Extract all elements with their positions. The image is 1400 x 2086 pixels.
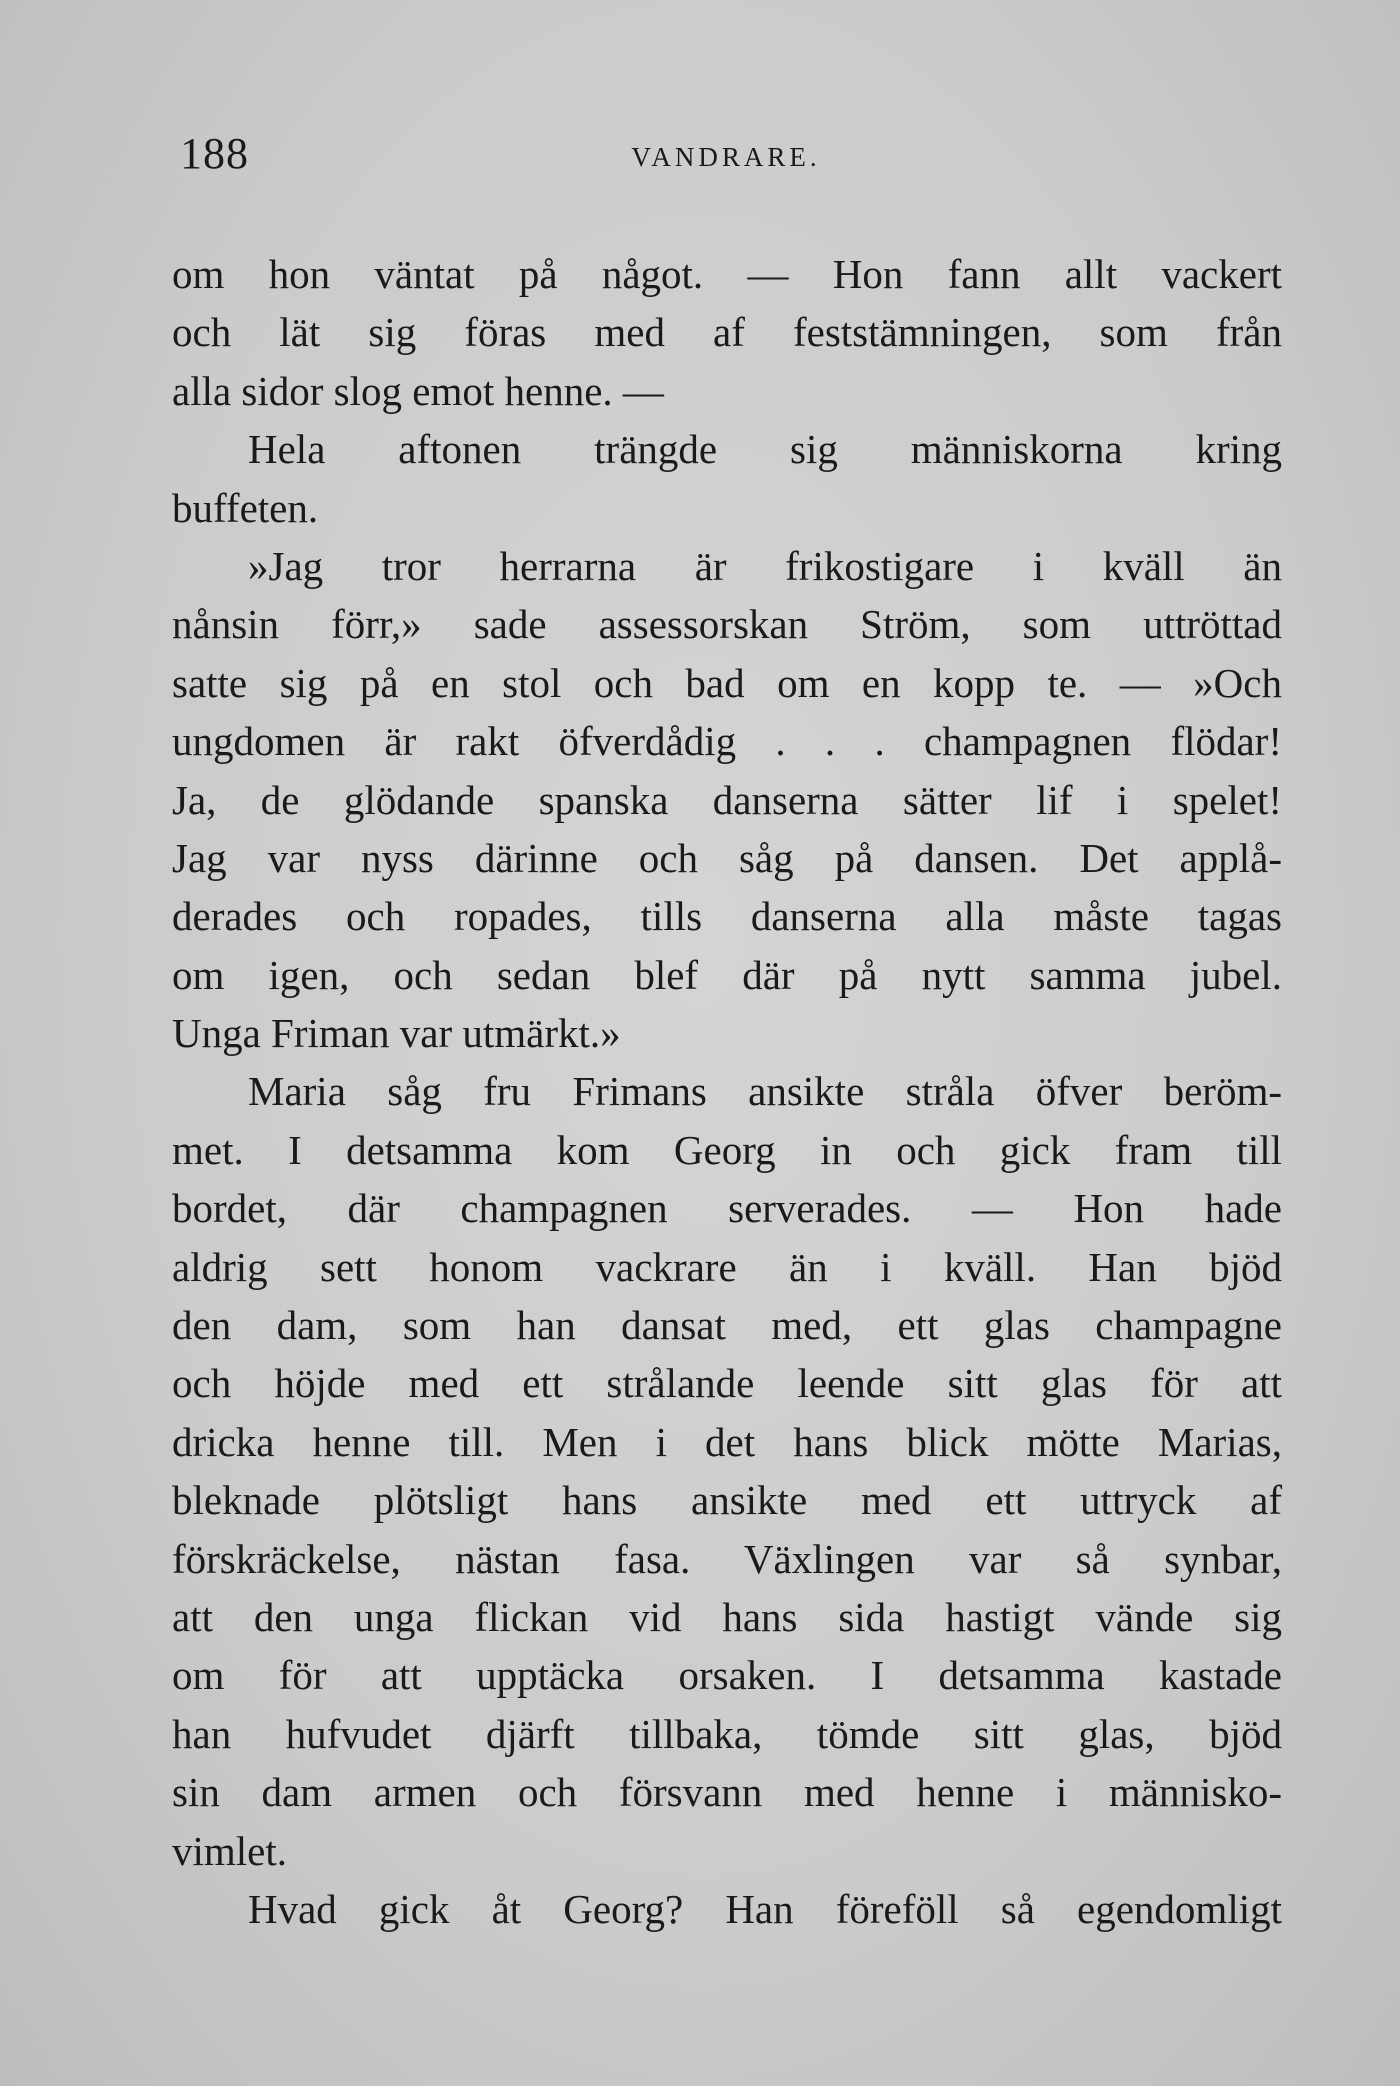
text-line: sin dam armen och försvann med henne i människo-	[172, 1769, 1282, 1816]
text-line: om igen, och sedan blef där på nytt samma jubel.	[172, 951, 1282, 998]
text-line: förskräckelse, nästan fasa. Växlingen var så synbar,	[172, 1535, 1282, 1582]
running-head: VANDRARE.	[631, 142, 821, 172]
text-line: buffeten.	[172, 484, 319, 531]
text-line: aldrig sett honom vackrare än i kväll. Han bjöd	[172, 1243, 1282, 1290]
page-header	[168, 128, 1284, 188]
text-line: att den unga flickan vid hans sida hastigt vände sig	[172, 1593, 1282, 1640]
text-line: Unga Friman var utmärkt.»	[172, 1010, 621, 1057]
text-line: om hon väntat på något. — Hon fann allt vackert	[172, 251, 1282, 297]
text-line: derades och ropades, tills danserna alla måste tagas	[172, 893, 1282, 940]
text-line: alla sidor slog emot henne. —	[172, 367, 664, 414]
text-line: satte sig på en stol och bad om en kopp te. — »Och	[172, 659, 1282, 706]
text-line: dricka henne till. Men i det hans blick mötte Marias,	[172, 1418, 1282, 1465]
body-text	[172, 245, 1282, 1938]
text-line: bordet, där champagnen serverades. — Hon hade	[172, 1185, 1282, 1232]
page-number: 188	[180, 129, 249, 178]
text-line: Ja, de glödande spanska danserna sätter lif i spelet!	[172, 776, 1282, 823]
text-line: vimlet.	[172, 1827, 288, 1874]
text-line: och lät sig föras med af feststämningen, som från	[172, 309, 1282, 356]
text-line: »Jag tror herrarna är frikostigare i kväll än	[248, 542, 1282, 589]
text-line: och höjde med ett strålande leende sitt glas för att	[172, 1360, 1282, 1407]
text-line: han hufvudet djärft tillbaka, tömde sitt glas, bjöd	[172, 1710, 1282, 1757]
text-line: bleknade plötsligt hans ansikte med ett uttryck af	[172, 1477, 1282, 1524]
text-line: Hvad gick åt Georg? Han föreföll så egendomligt	[248, 1885, 1282, 1932]
text-line: om för att upptäcka orsaken. I detsamma kastade	[172, 1652, 1282, 1699]
text-line: ungdomen är rakt öfverdådig . . . champagnen flödar!	[172, 718, 1282, 765]
text-line: den dam, som han dansat med, ett glas champagne	[172, 1302, 1282, 1349]
text-line: Jag var nyss därinne och såg på dansen. Det applå-	[172, 834, 1282, 881]
text-line: Maria såg fru Frimans ansikte stråla öfver beröm-	[248, 1068, 1282, 1115]
text-line: nånsin förr,» sade assessorskan Ström, som uttröttad	[172, 601, 1282, 648]
text-line: Hela aftonen trängde sig människorna kring	[248, 426, 1282, 473]
text-line: met. I detsamma kom Georg in och gick fram till	[172, 1126, 1282, 1173]
